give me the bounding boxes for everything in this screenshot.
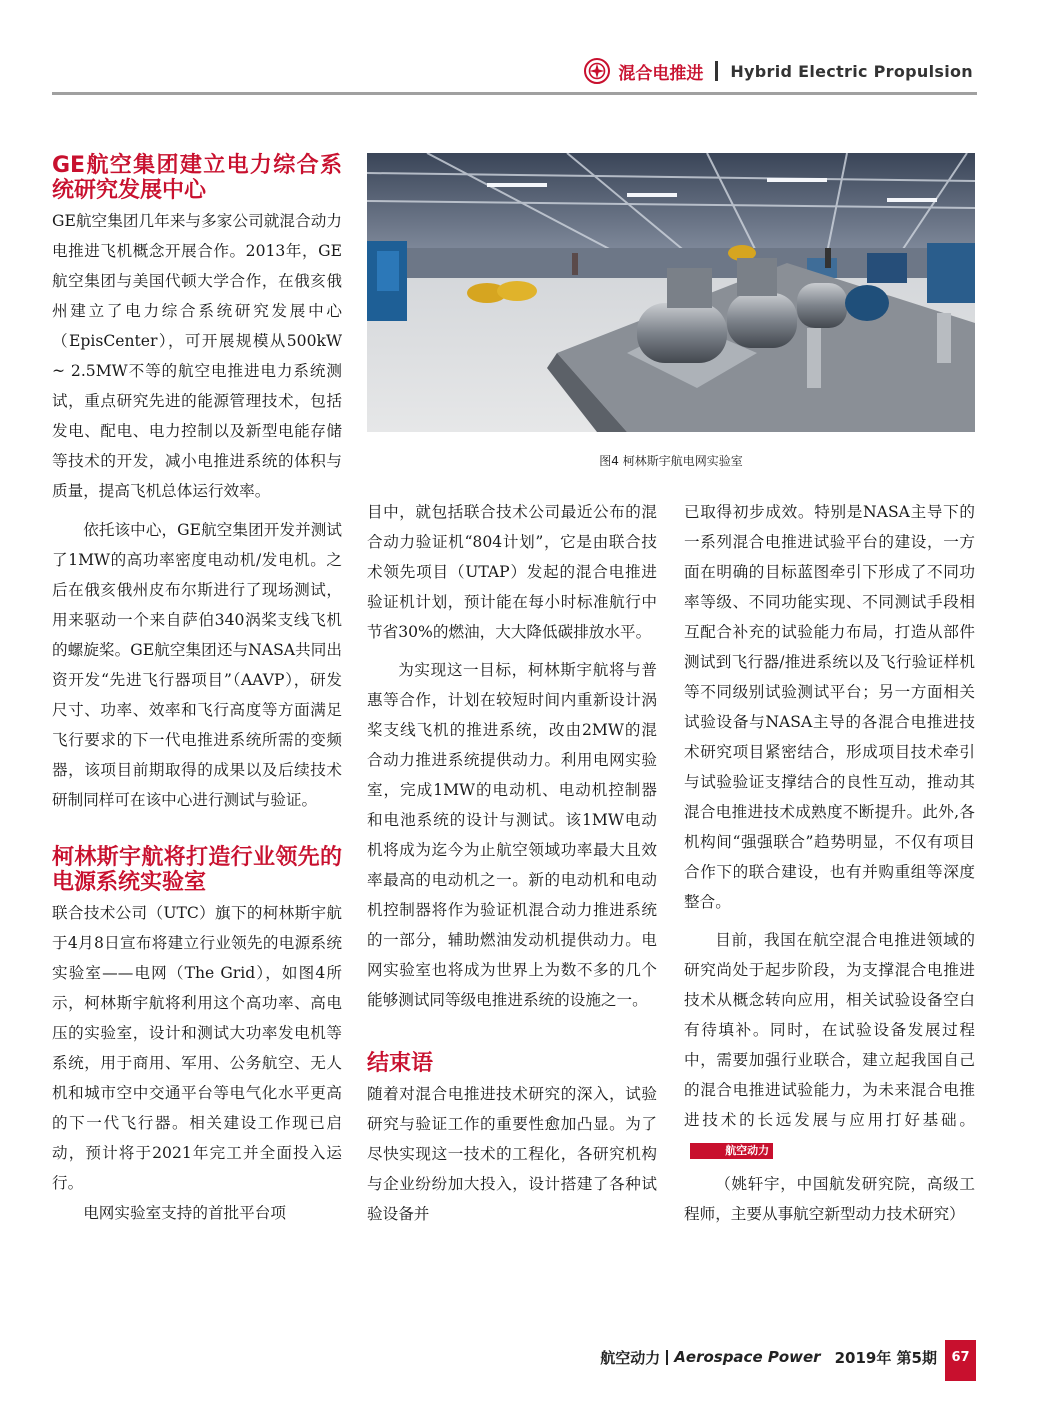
heading-conclusion: 结束语 xyxy=(367,1051,434,1076)
paragraph: 依托该中心，GE航空集团开发并测试了1MW的高功率密度电动机/发电机。之后在俄亥俄州皮布尔斯进行了现场测试，用来驱动一个来自萨伯340涡桨支线飞机的螺旋桨。GE航空集团还与NASA共同出资开发“先进飞行器项目”（AAVP），研发尺寸、功率、效率和飞行高度等方面满足飞行要求的下一代电推进系统所需的变频器，该项目前期取得的成果以及后续技术研制同样可在该中心进行测试与验证。 xyxy=(52,521,342,809)
author-note: （姚轩宇，中国航发研究院，高级工程师，主要从事航空新型动力技术研究） xyxy=(684,1175,975,1223)
lab-illustration xyxy=(367,153,975,432)
running-header xyxy=(584,58,973,84)
end-mark-badge: 航空动力 xyxy=(690,1143,773,1159)
paragraph: 已取得初步成效。特别是NASA主导下的一系列混合电推进试验平台的建设，一方面在明确的目标蓝图牵引下形成了不同功率等级、不同功能实现、不同测试手段相互配合补充的试验能力布局，打造从部件测试到飞行器/推进系统以及飞行验证样机等不同级别试验测试平台；另一方面相关试验设备与NASA主导的各混合电推进技术研究项目紧密结合，形成项目技术牵引与试验验证支撑结合的良性互动，推动其混合电推进技术成熟度不断提升。此外,各机构间“强强联合”趋势明显，不仅有项目合作下的联合建设，也有并购重组等深度整合。 xyxy=(684,503,975,911)
page-number: 67 xyxy=(945,1340,976,1381)
journal-name-en: Aerospace Power xyxy=(674,1348,821,1366)
heading-ge-episcenter: GE航空集团建立电力综合系统研究发展中心 xyxy=(52,153,342,203)
issue-label: 2019年 第5期 xyxy=(834,1348,937,1367)
paragraph: 为实现这一目标，柯林斯宇航将与普惠等合作，计划在较短时间内重新设计涡桨支线飞机的推进系统，改由2MW的混合动力推进系统提供动力。利用电网实验室，完成1MW的电动机、电动机控制器和电池系统的设计与测试。该1MW电动机将成为迄今为止航空领域功率最大且效率最高的电动机之一。新的电动机和电动机控制器将作为验证机混合动力推进系统的一部分，辅助燃油发动机提供动力。电网实验室也将成为世界上为数不多的几个能够测试同等级电推进系统的设施之一。 xyxy=(367,661,657,1009)
figure-caption: 图4 柯林斯宇航电网实验室 xyxy=(599,454,743,468)
footer-separator xyxy=(666,1350,668,1365)
paragraph: 随着对混合电推进技术研究的深入，试验研究与验证工作的重要性愈加凸显。为了尽快实现这一技术的工程化，各研究机构与企业纷纷加大投入，设计搭建了各种试验设备并 xyxy=(367,1085,657,1223)
journal-logo-icon xyxy=(584,58,610,84)
running-footer xyxy=(600,1342,937,1372)
paragraph: 联合技术公司（UTC）旗下的柯林斯宇航于4月8日宣布将建立行业领先的电源系统实验室——电网（The Grid），如图4所示，柯林斯宇航将利用这个高功率、高电压的实验室，设计和测试大功率发电机等系统，用于商用、军用、公务航空、无人机和城市空中交通平台等电气化水平更高的下一代飞行器。相关建设工作现已启动，预计将于2021年完工并全面投入运行。 xyxy=(52,904,342,1192)
paragraph: GE航空集团几年来与多家公司就混合动力电推进飞机概念开展合作。2013年，GE航空集团与美国代顿大学合作，在俄亥俄州建立了电力综合系统研究发展中心（EpisCenter），可开展规模从500kW ~ 2.5MW不等的航空电推进电力系统测试，重点研究先进的能源管理技术，包括发电、配电、电力控制以及新型电能存储等技术的开发，减小电推进系统的体积与质量，提高飞机总体运行效率。 xyxy=(52,212,342,500)
figure-grid-lab-photo xyxy=(367,153,975,432)
paragraph: 电网实验室支持的首批平台项 xyxy=(83,1204,286,1222)
column-2 xyxy=(367,497,657,1229)
paragraph: 目中，就包括联合技术公司最近公布的混合动力验证机“804计划”，它是由联合技术领先项目（UTAP）发起的混合电推进验证机计划，预计能在每小时标准航行中节省30%的燃油，大大降低碳排放水平。 xyxy=(367,503,657,641)
section-title-en: Hybrid Electric Propulsion xyxy=(730,61,973,81)
section-title-cn: 混合电推进 xyxy=(618,63,704,84)
header-separator xyxy=(715,61,718,81)
journal-name-cn: 航空动力 xyxy=(600,1348,661,1367)
heading-collins-grid: 柯林斯宇航将打造行业领先的电源系统实验室 xyxy=(52,845,342,895)
paragraph xyxy=(684,925,975,1165)
column-1 xyxy=(52,153,342,1228)
header-rule xyxy=(52,92,977,95)
column-3 xyxy=(684,497,975,1229)
paragraph-text: 目前，我国在航空混合电推进领域的研究尚处于起步阶段，为支撑混合电推进技术从概念转向应用，相关试验设备空白有待填补。同时，在试验设备发展过程中，需要加强行业联合，建立起我国自己的混合电推进试验能力，为未来混合电推进技术的长远发展与应用打好基础。 xyxy=(684,931,975,1129)
